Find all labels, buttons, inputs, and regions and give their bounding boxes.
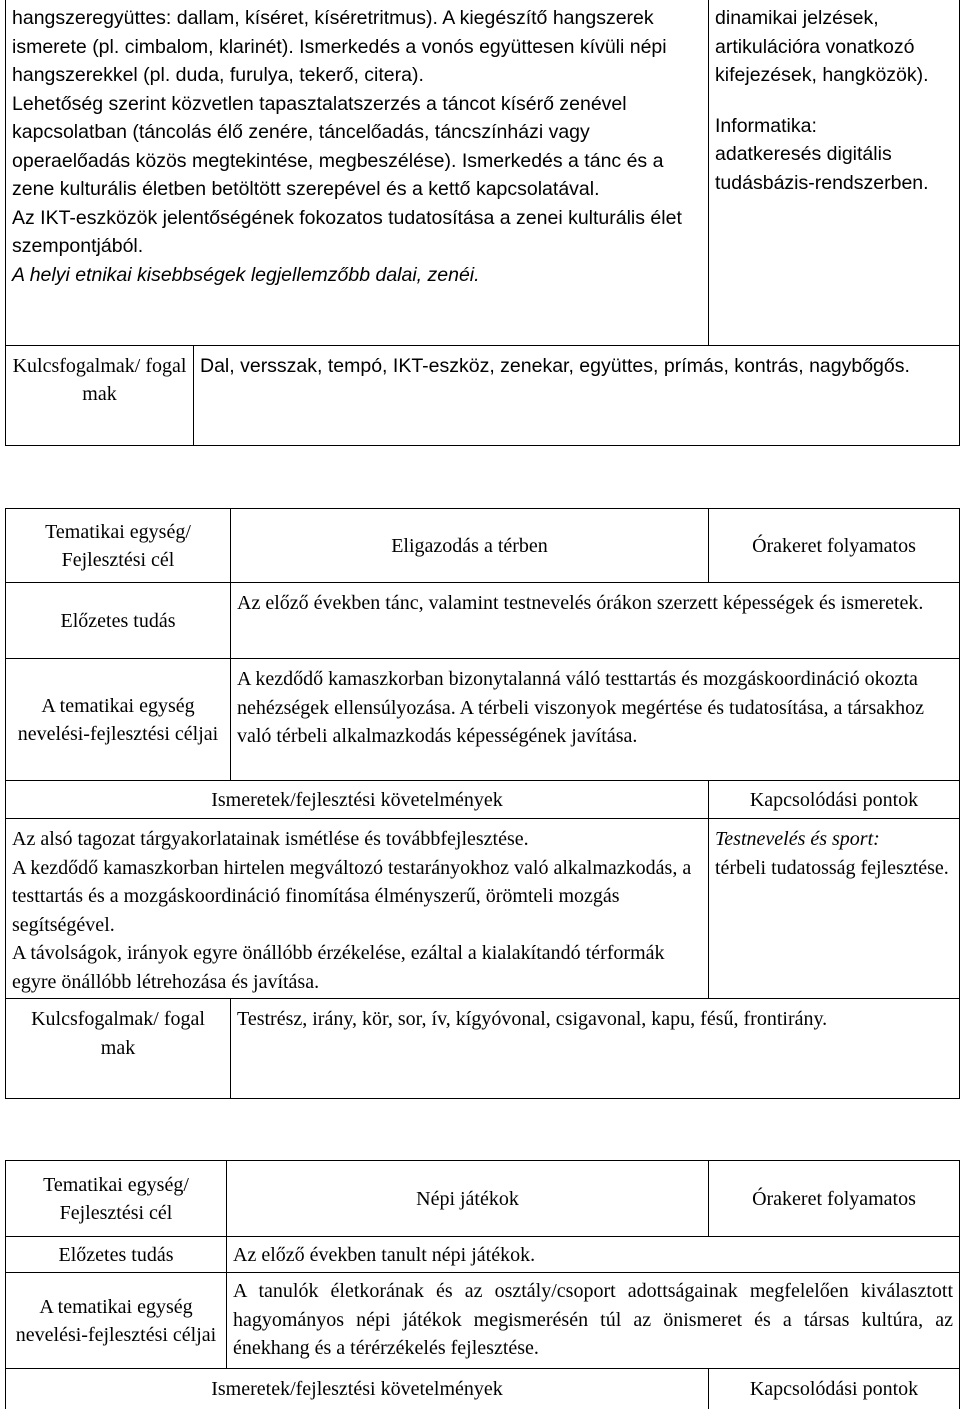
unit-table-folk-games <box>5 1160 960 1409</box>
key-concepts-label: Kulcsfogalmak/ fogal mak <box>6 345 194 445</box>
goals-text: A kezdődő kamaszkorban bizonytalanná váló testtartás és mozgáskoordináció okozta nehézségek ellensúlyozása. A térbeli viszonyok megértése és tudatosítása, a társakhoz való térbeli alkalmazkodás képességének javítása. <box>231 659 960 781</box>
links-subject-label: Testnevelés és sport: <box>715 828 880 850</box>
curriculum-paragraph: Lehetőség szerint közvetlen tapasztalatszerzés a táncot kísérő zenével kapcsolatban (táncolás élő zenére, táncelőadás, táncszínházi vagy operaelőadás közös megtekintése, megbeszélése). Ismerkedés a tánc és a zene kulturális életben betöltött szerepével és a kettő kapcsolatával. <box>12 92 664 200</box>
unit-title: Eligazodás a térben <box>231 509 709 583</box>
key-concepts-text: Dal, versszak, tempó, IKT-eszköz, zenekar, együttes, prímás, kontrás, nagybőgős. <box>194 345 960 445</box>
key-concepts-text: Testrész, irány, kör, sor, ív, kígyóvonal, csigavonal, kapu, fésű, frontirány. <box>231 999 960 1099</box>
links-subject-text: térbeli tudatosság fejlesztése. <box>715 856 949 879</box>
goals-text: A tanulók életkorának és az osztály/csoport adottságainak megfelelően kiválasztott hagyományos népi játékok megismerésén túl az önismeret és a társas kultúra, az énekhang és a térérzékelés fejlesztése. <box>227 1273 960 1369</box>
requirements-paragraph: Az alsó tagozat tárgyakorlatainak ismétlése és továbbfejlesztése. <box>12 828 529 850</box>
prior-knowledge-label: Előzetes tudás <box>6 1237 227 1273</box>
hours-label: Órakeret folyamatos <box>709 509 960 583</box>
requirements-header: Ismeretek/fejlesztési követelmények <box>6 1369 709 1409</box>
prior-knowledge-text: Az előző években tanult népi játékok. <box>227 1237 960 1273</box>
unit-table-orientation <box>5 508 960 1099</box>
key-concepts-label: Kulcsfogalmak/ fogal mak <box>6 999 231 1099</box>
unit-title: Népi játékok <box>227 1161 709 1237</box>
prior-knowledge-label: Előzetes tudás <box>6 583 231 659</box>
links-info-label: Informatika: <box>715 114 817 137</box>
links-header: Kapcsolódási pontok <box>709 1369 960 1409</box>
music-table-continuation <box>5 0 960 446</box>
goals-label: A tematikai egység nevelési-fejlesztési céljai <box>6 1273 227 1369</box>
links-cell <box>709 0 960 345</box>
links-cell <box>709 819 960 999</box>
curriculum-italic-paragraph: A helyi etnikai kisebbségek legjellemzőbb dalai, zenéi. <box>12 263 480 286</box>
requirements-paragraph: A kezdődő kamaszkorban hirtelen megváltozó testarányokhoz való alkalmazkodás, a testtartás és a mozgáskoordináció finomítása élményszerű, örömteli mozgás segítségével. <box>12 856 692 936</box>
requirements-cell <box>6 819 709 999</box>
links-info-text: adatkeresés digitális tudásbázis-rendszerben. <box>715 143 929 194</box>
curriculum-paragraph: Az IKT-eszközök jelentőségének fokozatos tudatosítása a zenei kulturális élet szempontjából. <box>12 206 682 257</box>
curriculum-paragraph: hangszeregyüttes: dallam, kíséret, kíséretritmus). A kiegészítő hangszerek ismerete (pl. cimbalom, klarinét). Ismerkedés a vonós együttesen kívüli népi hangszerekkel (pl. duda, furulya, tekerő, citera). <box>12 7 667 86</box>
links-header: Kapcsolódási pontok <box>709 781 960 819</box>
prior-knowledge-text: Az előző években tánc, valamint testnevelés órákon szerzett képességek és ismeretek. <box>231 583 960 659</box>
unit-label: Tematikai egység/ Fejlesztési cél <box>6 1161 227 1237</box>
links-text: dinamikai jelzések, artikulációra vonatkozó kifejezések, hangközök). <box>715 7 929 86</box>
requirements-paragraph: A távolságok, irányok egyre önállóbb érzékelése, ezáltal a kialakítandó térformák egyre önállóbb létrehozása és javítása. <box>12 942 665 993</box>
unit-label: Tematikai egység/ Fejlesztési cél <box>6 509 231 583</box>
curriculum-content-cell <box>6 0 709 345</box>
goals-label: A tematikai egység nevelési-fejlesztési céljai <box>6 659 231 781</box>
requirements-header: Ismeretek/fejlesztési követelmények <box>6 781 709 819</box>
hours-label: Órakeret folyamatos <box>709 1161 960 1237</box>
